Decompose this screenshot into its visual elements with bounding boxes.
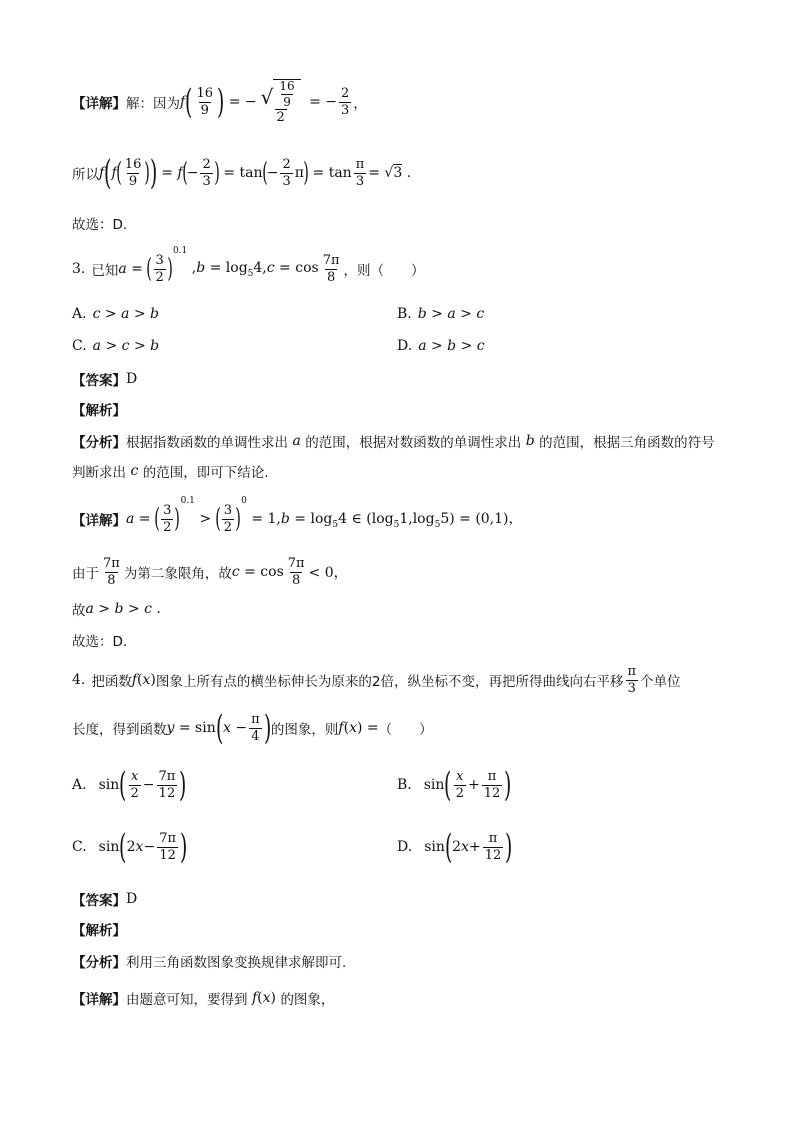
q4-stem-line2: 长度，得到函数 y = sin ( x − $\frac{\pi}{4}$ ) 的图象，则 f(x) = （ ） xyxy=(72,708,433,748)
q3-quadrant-line: 由于 $\frac{7\pi}{8}$ 为第二象限角，故 c = cos $\frac{7\pi}{8}$ < 0， xyxy=(72,555,348,588)
q4-answer: 【答案】 D xyxy=(72,891,138,909)
q3-option-b[interactable]: B. b > a > c xyxy=(397,306,485,322)
q3-analysis-tag: 【解析】 xyxy=(72,403,126,419)
detail-text: 解：因为 xyxy=(126,96,180,112)
q3-answer: 【答案】 D xyxy=(72,371,138,389)
detail-tag: 【详解】 xyxy=(72,96,126,112)
q4-option-b[interactable]: B. sin ( $\frac{x}{2}$ + $\frac{\pi}{12}$ ) xyxy=(397,765,512,805)
math-f: f xyxy=(180,94,186,110)
q4-detail: 【详解】 由题意可知，要得到 f(x) 的图象， xyxy=(72,990,335,1008)
q2-detail-line: 【详解】 解：因为 f ( $\frac{16}{9}$ ) = − √ $\frac{16}{9}$ 2 = − $\frac{2}{3}$ ， xyxy=(72,79,367,126)
q4-option-a[interactable]: A. sin ( $\frac{x}{2}$ − $\frac{7\pi}{12}$ ) xyxy=(72,765,187,805)
fraction: $\frac{16}{9}$ xyxy=(196,85,213,118)
fraction: √ $\frac{16}{9}$ 2 xyxy=(259,79,303,125)
q3-choose: 故选：D. xyxy=(72,634,128,650)
line-prefix: 所以 xyxy=(72,167,99,183)
q2-choose: 故选：D. xyxy=(72,217,128,233)
fraction: $\frac{2}{3}$ xyxy=(341,85,350,118)
q3-option-c[interactable]: C. a > c > b xyxy=(72,338,160,354)
q4-option-d[interactable]: D. sin ( 2x+ $\frac{\pi}{12}$ ) xyxy=(397,827,513,867)
question-number: 3. xyxy=(72,261,86,277)
q2-result-line: 所以 f ( f ( $\frac{16}{9}$ ) ) = f ( − $\frac{2}{3}$ ) = tan ( − $\frac{2}{3}$ π ) = tan $\frac{\pi}{3}$ = √3 . xyxy=(72,153,412,193)
q4-option-c[interactable]: C. sin ( 2x− $\frac{7\pi}{12}$ ) xyxy=(72,827,188,867)
q3-detail-line: 【详解】 a = ( $\frac{3}{2}$ ) 0.1 > ( $\frac{3}{2}$ ) 0 = $1,b = \log_54$ ∈ $(\log_51,\log_55) = (0,1)$， xyxy=(72,496,523,535)
q3-stem: 3. 已知 a = ( $\frac{3}{2}$ ) 0.1 $,b = \log_54,c = \cos$ $\frac{7\pi}{8}$ ，则（ ） xyxy=(72,246,425,285)
q3-option-d[interactable]: D. a > b > c xyxy=(397,338,485,354)
q3-conclusion: 故 a > b > c . xyxy=(72,601,161,619)
q4-stem-line1: 4. 把函数 f(x) 图象上所有点的横坐标伸长为原来的2倍，纵坐标不变，再把所得曲线向右平移 $\frac{\pi}{3}$ 个单位 xyxy=(72,663,681,696)
q3-option-a[interactable]: A. c > a > b xyxy=(72,306,159,322)
q3-fenxi-line1: 【分析】 根据指数函数的单调性求出 a 的范围，根据对数函数的单调性求出 b 的范围，根据三角函数的符号 xyxy=(72,433,715,451)
q4-fenxi: 【分析】 利用三角函数图象变换规律求解即可. xyxy=(72,955,347,971)
q4-analysis-tag: 【解析】 xyxy=(72,923,126,939)
q3-fenxi-line2: 判断求出 c 的范围，即可下结论. xyxy=(72,463,269,481)
